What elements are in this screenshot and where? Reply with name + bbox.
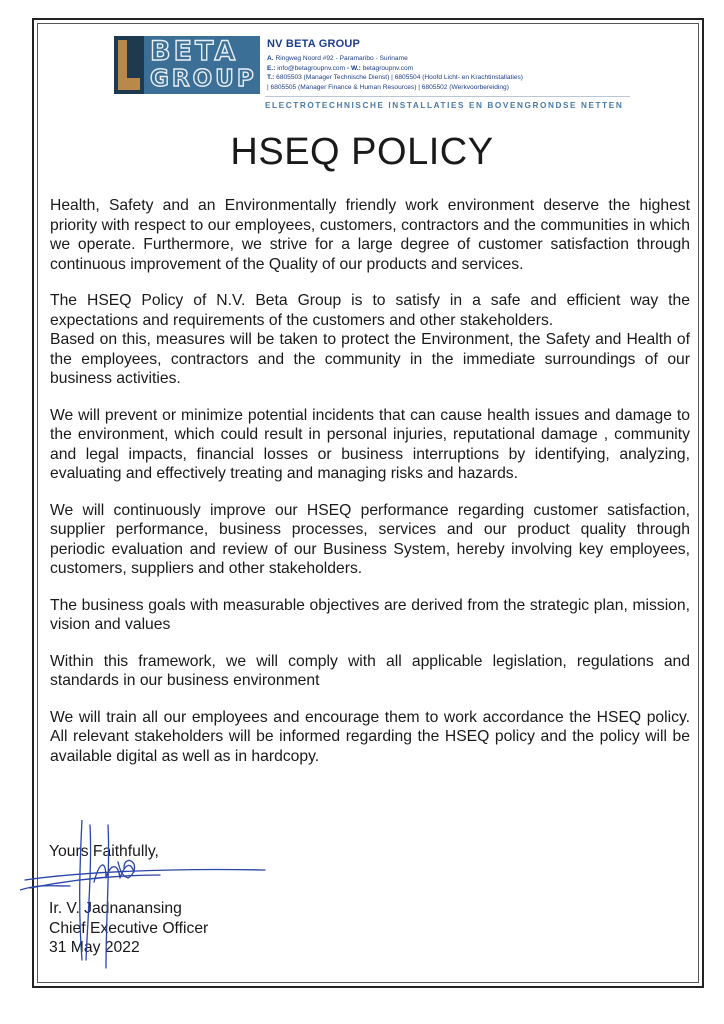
logo-text-bottom: GROUP (150, 66, 257, 92)
paragraph-improvement: We will continuously improve our HSEQ performance regarding customer satisfaction, supplier performance, business processes, services and our product quality through periodic evaluation and review of our Business System, hereby involving key employees, customers, suppliers and other stakeholders. (50, 501, 690, 577)
paragraph-prevention: We will prevent or minimize potential incidents that can cause health issues and damage to the environment, which could result in personal injuries, reputational damage , community and legal impacts, financial losses or business interruptions by identifying, analyzing, evaluating and effectively treating and managing risks and hazards. (50, 406, 690, 482)
company-tagline: ELECTROTECHNISCHE INSTALLATIES EN BOVENGRONDSE NETTEN (265, 101, 624, 110)
web-label: - W.: (346, 64, 361, 72)
address: Ringweg Noord #92 - Paramaribo - Suriname (275, 55, 408, 62)
contact-line (267, 64, 607, 74)
closing-salutation: Yours Faithfully, (49, 843, 159, 860)
paragraph-intro: Health, Safety and an Environmentally friendly work environment deserve the highest priority with respect to our employees, customers, contractors and the communities in which we operate. Furthermore, we strive for a large degree of customer satisfaction through continuous improvement of the Quality of our products and services. (50, 197, 690, 273)
website: betagroupnv.com (362, 64, 414, 72)
signatory-role: Chief Executive Officer (49, 919, 209, 937)
signatory-name: Ir. V. Jadnanansing (49, 900, 182, 917)
company-info (267, 38, 607, 92)
paragraph-measures: Based on this, measures will be taken to protect the Environment, the Safety and Health of the employees, contractors and the community in the immediate surroundings of our business activities. (50, 331, 690, 387)
paragraph-training: We will train all our employees and encourage them to work accordance the HSEQ policy. All relevant stakeholders will be informed regarding the HSEQ policy and the policy will be available digital as well as in hardcopy. (50, 708, 690, 765)
phone-line-2: | 6805505 (Manager Finance & Human Resources) | 6805502 (Werkvoorbereiding) (267, 83, 509, 91)
page-title: HSEQ POLICY (230, 131, 494, 173)
address-line (267, 54, 607, 64)
email-label: E.: (267, 64, 276, 72)
email: info@betagroupnv.com (277, 64, 346, 72)
paragraph-goals: The business goals with measurable objectives are derived from the strategic plan, mission, vision and values (50, 596, 690, 633)
address-label: A. (267, 55, 274, 62)
company-logo (114, 36, 260, 94)
company-name: NV BETA GROUP (267, 38, 361, 50)
logo-text-top: BETA (150, 36, 239, 67)
signature-date: 31 May 2022 (49, 939, 140, 956)
phone-line-1 (267, 73, 607, 83)
paragraph-compliance: Within this framework, we will comply with all applicable legislation, regulations and standards in our business environment (50, 652, 690, 689)
phone-label: T.: (267, 74, 275, 81)
handwritten-signature (20, 820, 270, 970)
paragraph-policy: The HSEQ Policy of N.V. Beta Group is to satisfy in a safe and efficient way the expectations and requirements of the customers and other stakeholders. (50, 292, 690, 329)
phones-1: 6805503 (Manager Technische Dienst) | 6805504 (Hoofd Licht- en Krachtinstallaties) (276, 74, 523, 81)
header-divider (265, 96, 630, 97)
logo-mark (114, 36, 144, 94)
policy-body (50, 196, 690, 783)
